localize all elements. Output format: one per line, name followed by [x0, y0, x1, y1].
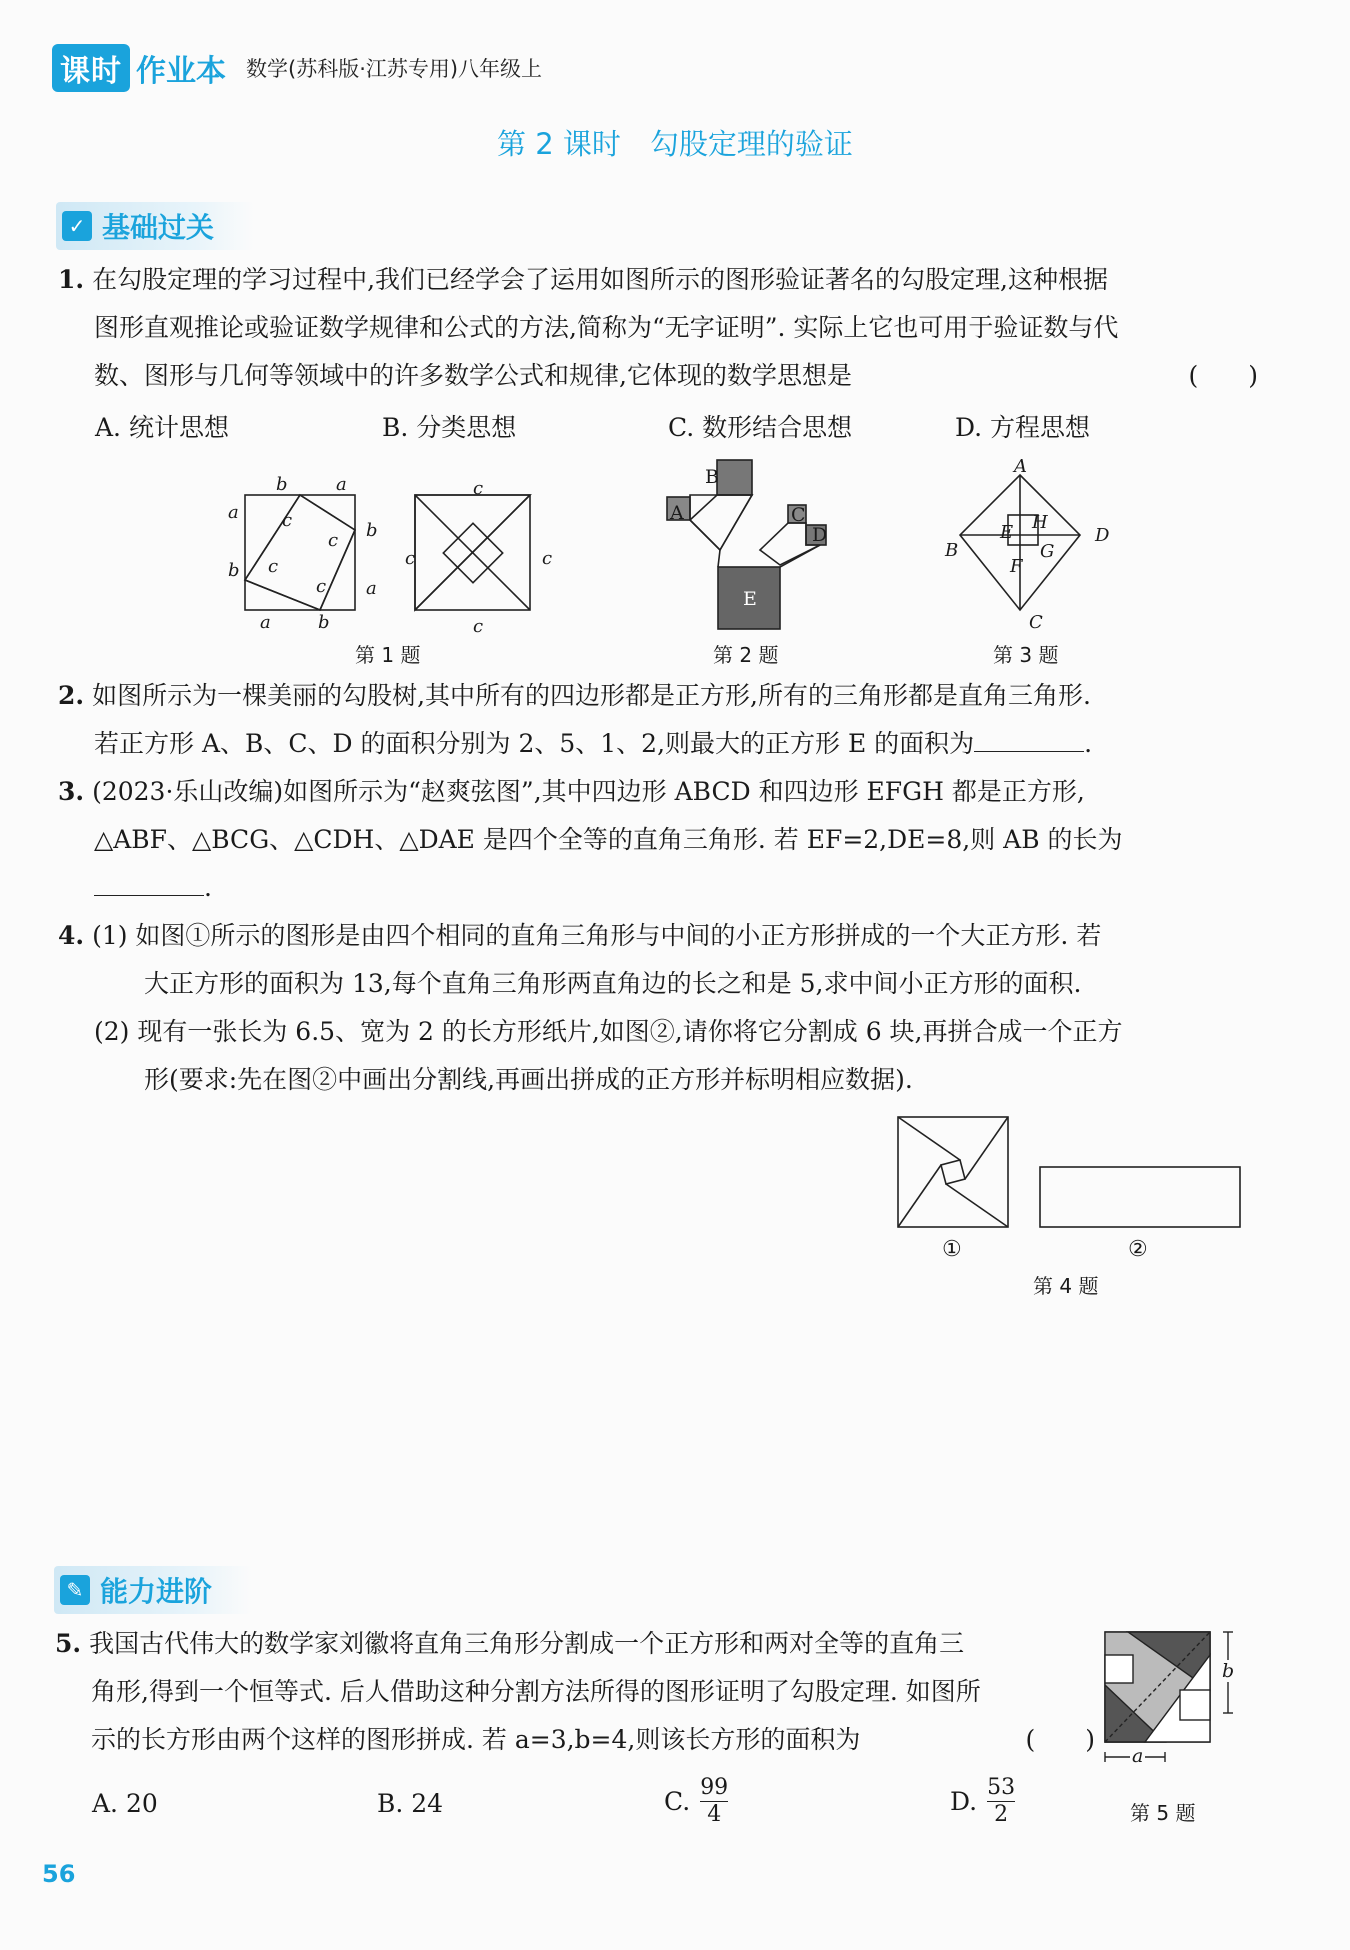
page-number: 56 [42, 1860, 76, 1888]
question-number: 2. [58, 681, 85, 710]
figure-q4-label-2: ② [1128, 1237, 1148, 1262]
fraction-numerator: 53 [987, 1775, 1016, 1800]
question-3 [58, 768, 1258, 912]
label-c: c [542, 548, 553, 569]
subject-label: 数学(苏科版·江苏专用)八年级上 [246, 57, 543, 81]
figure-q1 [220, 470, 560, 635]
q3-line2: △ABF、△BCG、△CDH、△DAE 是四个全等的直角三角形. 若 EF=2,DE=8,则 AB 的长为 [94, 825, 1123, 854]
q5-line1: 我国古代伟大的数学家刘徽将直角三角形分割成一个正方形和两对全等的直角三 [89, 1629, 965, 1658]
label-b: b [366, 520, 378, 541]
question-number: 5. [55, 1629, 82, 1658]
square-d-label: D [812, 524, 828, 546]
option-c-fraction [700, 1775, 728, 1828]
option-d[interactable] [950, 1775, 1015, 1828]
lesson-title: 第 2 课时 勾股定理的验证 [497, 127, 853, 161]
q1-line3: 数、图形与几何等领域中的许多数学公式和规律,它体现的数学思想是 [94, 361, 852, 390]
label-a: a [260, 612, 271, 633]
point-b-label: B [945, 540, 959, 561]
option-d[interactable]: D. 方程思想 [955, 413, 1091, 442]
label-c: c [473, 616, 484, 637]
caption-q2: 第 2 题 [713, 643, 779, 667]
caption-q5: 第 5 题 [1130, 1801, 1196, 1825]
q4-part2-line1: (2) 现有一张长为 6.5、宽为 2 的长方形纸片,如图②,请你将它分割成 6 块,再拼合成一个正方 [94, 1017, 1123, 1046]
q2-line2: 若正方形 A、B、C、D 的面积分别为 2、5、1、2,则最大的正方形 E 的面积为 [94, 729, 975, 758]
square-a-label: A [670, 502, 684, 524]
question-5 [55, 1620, 1095, 1764]
question-number: 3. [58, 777, 85, 806]
q5-options [92, 1775, 1092, 1845]
figure-q5 [1100, 1625, 1250, 1785]
label-a: a [228, 502, 239, 523]
square-e-label: E [743, 588, 757, 610]
fraction-denominator: 4 [707, 1802, 722, 1827]
caption-q1: 第 1 题 [355, 643, 421, 667]
option-b[interactable]: B. 24 [377, 1789, 444, 1818]
label-a: a [366, 578, 377, 599]
point-h-label: H [1032, 512, 1048, 533]
question-2 [58, 672, 1258, 768]
label-c: c [268, 556, 279, 577]
section-basic [56, 202, 254, 250]
figure-q2 [660, 455, 870, 635]
label-c: c [405, 548, 416, 569]
point-e-label: E [1000, 522, 1014, 543]
caption-q3: 第 3 题 [993, 643, 1059, 667]
figure-q5-label-a: a [1132, 1745, 1144, 1767]
section-basic-title: 基础过关 [102, 211, 215, 244]
section-advanced [54, 1566, 252, 1614]
label-c: c [282, 510, 293, 531]
answer-paren: ( ) [1188, 361, 1258, 390]
page-header [52, 44, 542, 92]
question-1 [58, 256, 1258, 400]
square-c-label: C [791, 504, 806, 526]
q1-line2: 图形直观推论或验证数学规律和公式的方法,简称为“无字证明”. 实际上它也可用于验证数与代 [94, 313, 1119, 342]
label-b: b [276, 474, 288, 495]
q3-line1: (2023·乐山改编)如图所示为“赵爽弦图”,其中四边形 ABCD 和四边形 EFGH 都是正方形, [92, 777, 1085, 806]
option-c-label: C. [664, 1787, 691, 1816]
q2-line1: 如图所示为一棵美丽的勾股树,其中所有的四边形都是正方形,所有的三角形都是直角三角形. [92, 681, 1091, 710]
q4-part2-line2: 形(要求:先在图②中画出分割线,再画出拼成的正方形并标明相应数据). [144, 1065, 913, 1094]
figure-q3 [945, 460, 1115, 630]
question-number: 1. [58, 265, 85, 294]
square-b-label: B [705, 466, 719, 488]
point-f-label: F [1010, 556, 1023, 577]
q1-line1: 在勾股定理的学习过程中,我们已经学会了运用如图所示的图形验证著名的勾股定理,这种根据 [92, 265, 1108, 294]
question-number: 4. [58, 921, 85, 950]
pencil-icon: ✎ [60, 1575, 90, 1605]
point-a-label: A [1014, 456, 1027, 477]
q5-line2: 角形,得到一个恒等式. 后人借助这种分割方法所得的图形证明了勾股定理. 如图所 [91, 1677, 981, 1706]
checkbox-icon: ✓ [62, 211, 92, 241]
answer-paren: ( ) [1025, 1725, 1095, 1754]
q2-end: . [1084, 729, 1093, 758]
fraction-numerator: 99 [700, 1775, 729, 1800]
point-d-label: D [1095, 525, 1110, 546]
label-c: c [328, 530, 339, 551]
brand-name: 作业本 [136, 54, 226, 89]
caption-q4: 第 4 题 [1033, 1274, 1099, 1298]
label-c: c [316, 576, 327, 597]
answer-blank[interactable] [974, 729, 1084, 752]
label-c: c [473, 478, 484, 499]
brand-logo-box: 课时 [52, 44, 130, 92]
q4-part1-line1: (1) 如图①所示的图形是由四个相同的直角三角形与中间的小正方形拼成的一个大正方形. 若 [92, 921, 1102, 950]
question-4 [58, 912, 1258, 1104]
label-b: b [228, 560, 240, 581]
q5-line3: 示的长方形由两个这样的图形拼成. 若 a=3,b=4,则该长方形的面积为 [91, 1725, 861, 1754]
option-b[interactable]: B. 分类思想 [382, 413, 517, 442]
option-c[interactable] [664, 1775, 728, 1828]
option-d-fraction [987, 1775, 1015, 1828]
q4-part1-line2: 大正方形的面积为 13,每个直角三角形两直角边的长之和是 5,求中间小正方形的面积. [144, 969, 1082, 998]
figure-q4-label-1: ① [942, 1237, 962, 1262]
label-a: a [336, 474, 347, 495]
point-c-label: C [1029, 612, 1043, 633]
option-c[interactable]: C. 数形结合思想 [668, 413, 853, 442]
fraction-denominator: 2 [994, 1802, 1009, 1827]
q3-end: . [204, 873, 212, 902]
figure-q4 [890, 1110, 1250, 1240]
figure-q5-label-b: b [1222, 1660, 1235, 1682]
point-g-label: G [1040, 541, 1055, 562]
section-advanced-title: 能力进阶 [100, 1575, 213, 1608]
option-a[interactable]: A. 20 [92, 1789, 158, 1818]
label-b: b [318, 612, 330, 633]
answer-blank[interactable] [94, 873, 204, 896]
option-a[interactable]: A. 统计思想 [95, 413, 229, 442]
option-d-label: D. [950, 1787, 978, 1816]
